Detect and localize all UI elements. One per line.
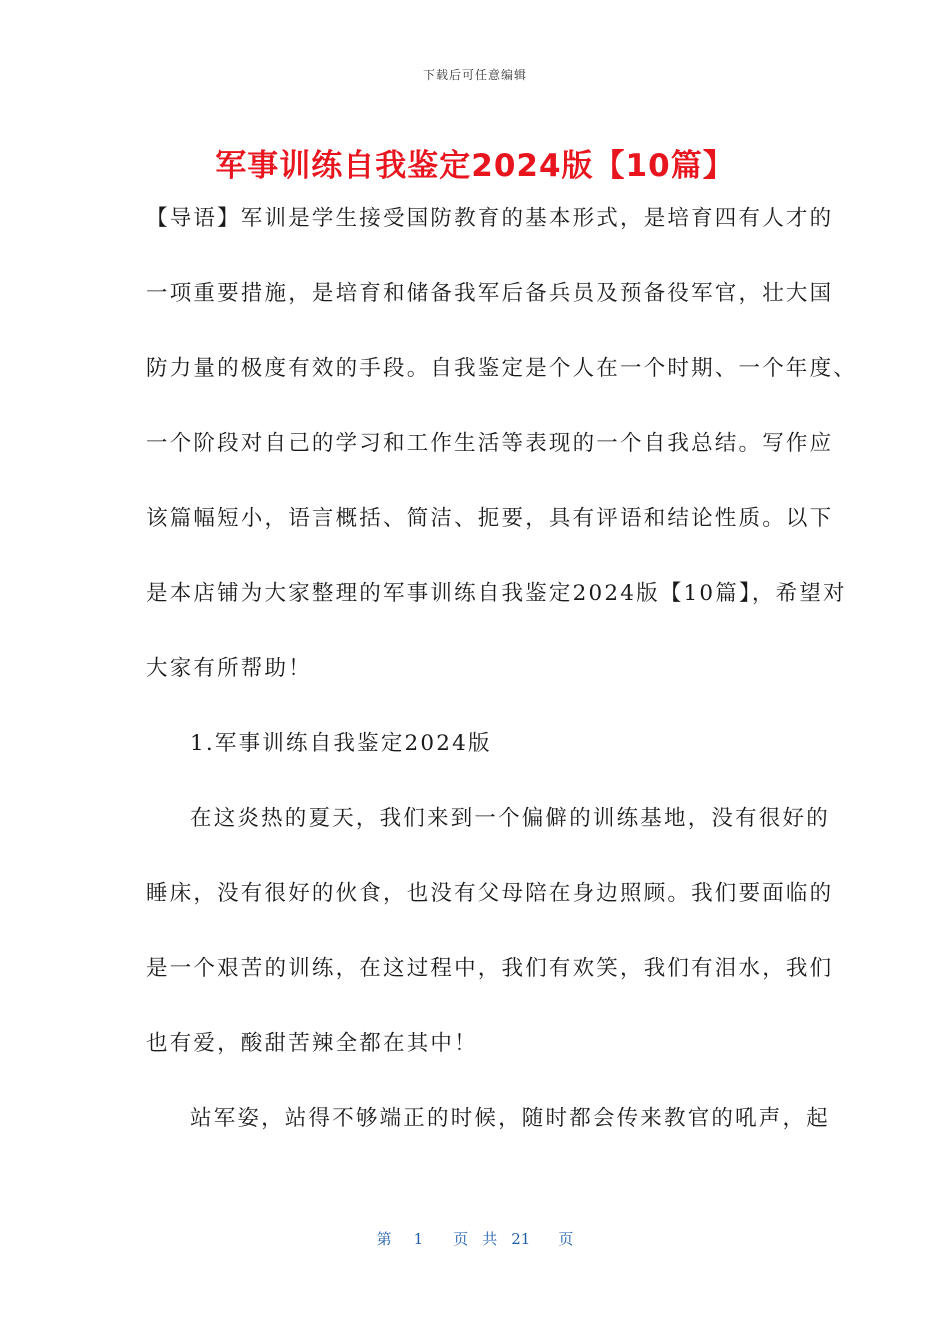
document-title: 军事训练自我鉴定2024版【10篇】 (215, 148, 735, 184)
footer-page-prefix: 第 (376, 1230, 392, 1248)
intro-line-7: 大家有所帮助！ (146, 656, 312, 681)
intro-line-2: 一项重要措施，是培育和储备我军后备兵员及预备役军官，壮大国 (146, 281, 834, 306)
header-note: 下载后可任意编辑 (422, 68, 527, 82)
body-line-2: 睡床，没有很好的伙食，也没有父母陪在身边照顾。我们要面临的 (146, 881, 834, 906)
body-line-5: 站军姿，站得不够端正的时候，随时都会传来教官的吼声，起 (190, 1106, 830, 1131)
footer-total-suffix: 页 (558, 1230, 574, 1248)
footer-total-pages: 21 (511, 1230, 531, 1248)
intro-line-3: 防力量的极度有效的手段。自我鉴定是个人在一个时期、一个年度、 (146, 356, 858, 381)
intro-line-5: 该篇幅短小，语言概括、简洁、扼要，具有评语和结论性质。以下 (146, 506, 834, 531)
body-line-1: 在这炎热的夏天，我们来到一个偏僻的训练基地，没有很好的 (190, 806, 830, 831)
footer-page-number: 1 (413, 1230, 424, 1248)
body-line-3: 是一个艰苦的训练，在这过程中，我们有欢笑，我们有泪水，我们 (146, 956, 834, 981)
footer-page-mid: 页 (453, 1230, 469, 1248)
footer-total-prefix: 共 (482, 1230, 498, 1248)
page-footer (0, 1228, 950, 1249)
intro-line-6: 是本店铺为大家整理的军事训练自我鉴定2024版【10篇】，希望对 (146, 581, 847, 606)
body-line-4: 也有爱，酸甜苦辣全都在其中！ (146, 1031, 478, 1056)
intro-line-4: 一个阶段对自己的学习和工作生活等表现的一个自我总结。写作应 (146, 431, 834, 456)
section-heading-1: 1.军事训练自我鉴定2024版 (190, 731, 492, 756)
intro-line-1: 【导语】军训是学生接受国防教育的基本形式，是培育四有人才的 (146, 206, 834, 231)
